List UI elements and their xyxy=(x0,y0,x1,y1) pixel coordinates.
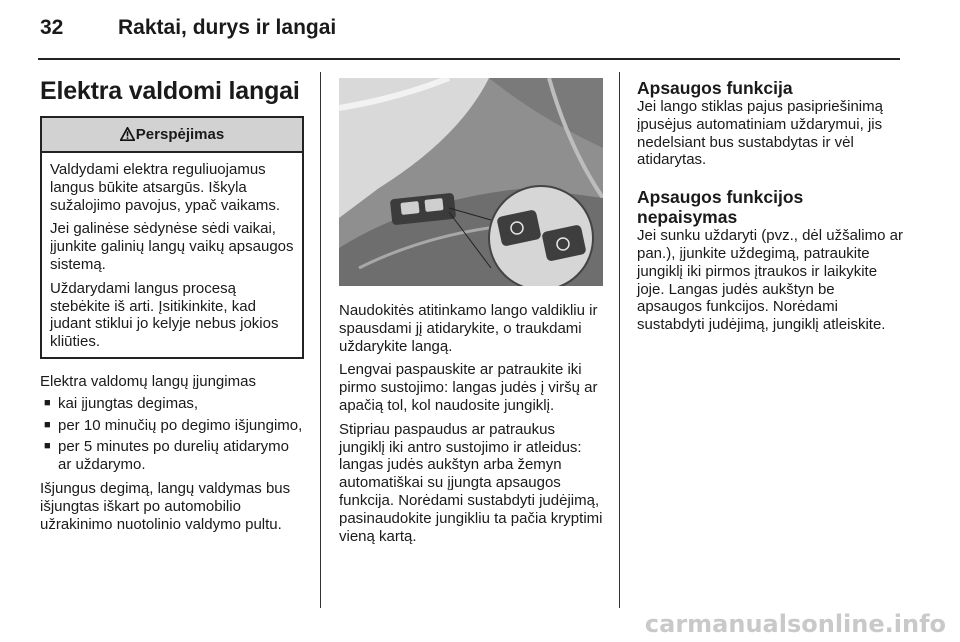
instruction-paragraph: Naudokitės atitinkamo lango valdikliu ir spausdami jį atidarykite, o traukdami uždarykite langą. xyxy=(339,302,598,355)
list-item: ■ per 5 minutes po durelių atidarymo ar uždarymo. xyxy=(40,438,304,474)
list-item: ■ kai įjungtas degimas, xyxy=(40,395,304,413)
warning-paragraph: Jei galinėse sėdynėse sėdi vaikai, įjunkite galinių langų vaikų apsaugos sistemą. xyxy=(50,220,294,273)
warning-triangle-icon xyxy=(120,120,135,153)
instruction-paragraph: Stipriau paspaudus ar patraukus jungiklį iki antro sustojimo ir atleidus: langas judės aukštyn arba žemyn automatiškai su įjungta apsaugos funkcija. Norėdami sustabdyti judėjimą, pasinaudokite jungikliu ta pačia kryptimi vieną kartą. xyxy=(339,420,603,545)
condition-list xyxy=(40,395,304,474)
subsection-heading: Apsaugos funkcija xyxy=(637,78,793,98)
subsection-text: Jei lango stiklas pajus pasipriešinimą įpusėjus automatiniam uždarymui, jis nedelsiant bus sustabdytas ir vėl atidarytas. xyxy=(637,98,883,169)
column-left xyxy=(40,76,304,539)
warning-title: Perspėjimas xyxy=(135,126,225,143)
page-header xyxy=(0,0,960,62)
warning-body xyxy=(42,153,302,357)
closing-paragraph: Išjungus degimą, langų valdymas bus išjungtas iškart po automobilio užrakinimo nuotolinio valdymo pultu. xyxy=(40,479,291,533)
bullet-intro: Elektra valdomų langų įjungimas xyxy=(40,372,256,390)
warning-box xyxy=(40,116,304,359)
warning-header xyxy=(42,118,302,153)
page-number: 32 xyxy=(40,16,64,39)
chapter-title: Raktai, durys ir langai xyxy=(118,16,337,39)
list-item: ■ per 10 minučių po degimo išjungimo, xyxy=(40,417,304,435)
warning-paragraph: Valdydami elektra reguliuojamus langus būkite atsargūs. Iškyla sužalojimo pavojus, ypač vaikams. xyxy=(50,161,281,214)
window-switch-illustration xyxy=(339,78,603,286)
column-divider-right xyxy=(619,72,620,608)
column-middle xyxy=(339,78,603,551)
instruction-paragraph: Lengvai paspauskite ar patraukite iki pirmo sustojimo: langas judės į viršų ar apačią tol, kol naudosite jungiklį. xyxy=(339,361,598,414)
watermark: carmanualsonline.info xyxy=(644,610,946,638)
warning-paragraph: Uždarydami langus procesą stebėkite iš arti. Įsitikinkite, kad judant stiklui jo kelyje nebus jokios kliūties. xyxy=(50,279,279,351)
header-rule xyxy=(38,58,900,60)
section-title: Elektra valdomi langai xyxy=(40,77,300,105)
subsection-heading: Apsaugos funkcijos nepaisymas xyxy=(637,187,804,228)
subsection-text: Jei sunku uždaryti (pvz., dėl užšalimo ar pan.), įjunkite uždegimą, patraukite jungiklį iki pirmos įtraukos ir laikykite joje. Langas judės aukštyn be apsaugos funkcijos. Norėdami sustabdyti judėjimą, jungiklį atleiskite. xyxy=(637,227,903,334)
column-right xyxy=(637,78,903,340)
column-divider-left xyxy=(320,72,321,608)
